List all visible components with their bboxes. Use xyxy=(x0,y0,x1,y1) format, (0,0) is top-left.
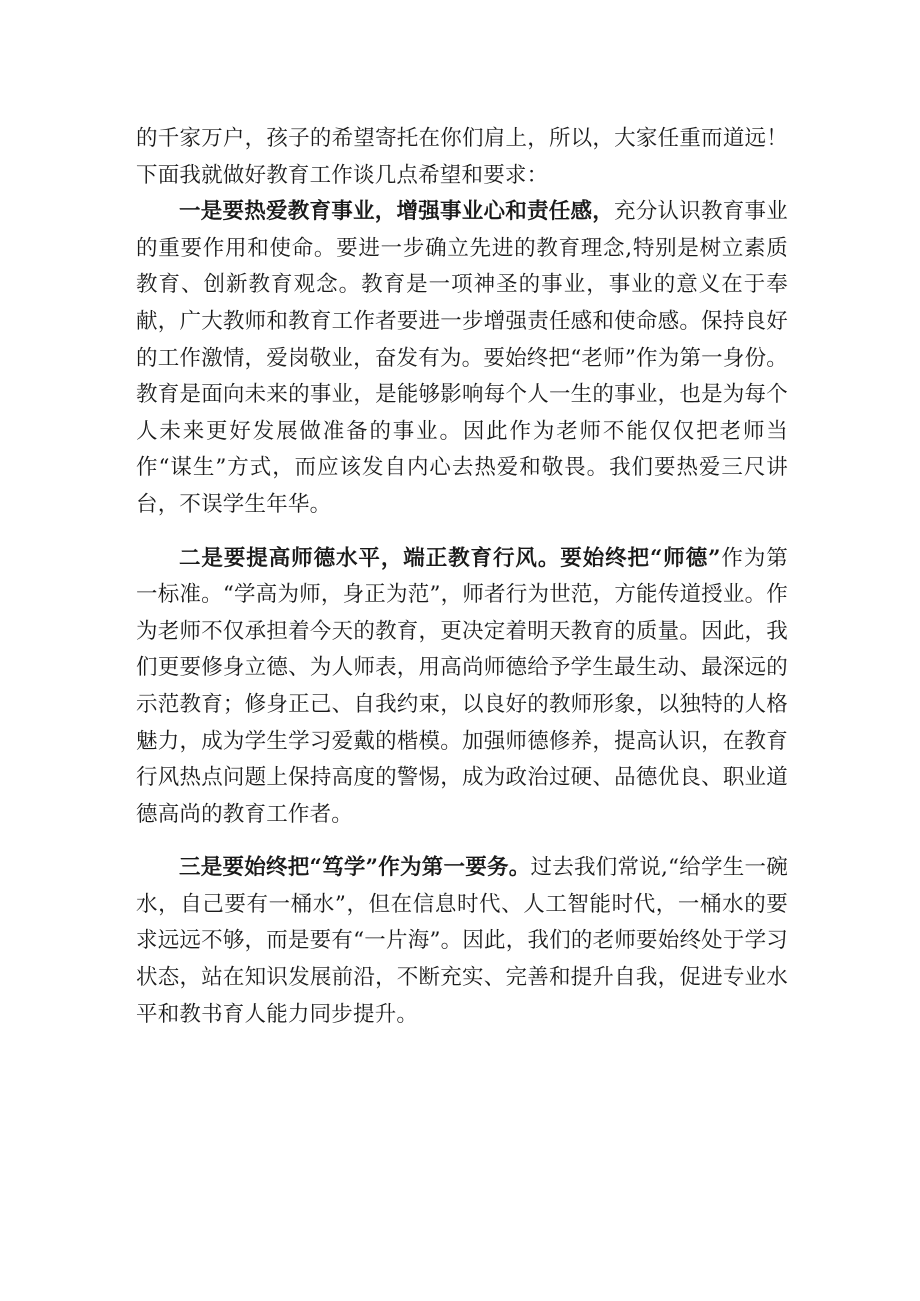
paragraph-point-one xyxy=(136,194,788,523)
paragraph-text: 的千家万户，孩子的希望寄托在你们肩上，所以，大家任重而道远！下面我就做好教育工作谈几点希望和要求： xyxy=(136,126,788,188)
paragraph-text: 充分认识教育事业的重要作用和使命。要进一步确立先进的教育理念,特别是树立素质教育、创新教育观念。教育是一项神圣的事业，事业的意义在于奉献，广大教师和教育工作者要进一步增强责任感和使命感。保持良好的工作激情，爱岗敬业，奋发有为。要始终把“老师”作为第一身份。教育是面向未来的事业，是能够影响每个人一生的事业，也是为每个人未来更好发展做准备的事业。因此作为老师不能仅仅把老师当作“谋生”方式，而应该发自内心去热爱和敬畏。我们要热爱三尺讲台，不误学生年华。 xyxy=(136,199,788,517)
paragraph-point-two xyxy=(136,541,788,834)
document-body xyxy=(136,121,788,1033)
paragraph-text: 过去我们常说,“给学生一碗水，自己要有一桶水”，但在信息时代、人工智能时代，一桶水的要求远远不够，而是要有“一片海”。因此，我们的老师要始终处于学习状态，站在知识发展前沿，不断充实、完善和提升自我，促进专业水平和教书育人能力同步提升。 xyxy=(136,855,788,1027)
paragraph-lead: 一是要热爱教育事业，增强事业心和责任感， xyxy=(179,199,615,225)
paragraph-lead: 三是要始终把“笃学”作为第一要务。 xyxy=(179,855,531,881)
paragraph-text: 作为第一标准。“学高为师，身正为范”，师者行为世范，方能传道授业。作为老师不仅承担着今天的教育，更决定着明天教育的质量。因此，我们更要修身立德、为人师表，用高尚师德给予学生最生动、最深远的示范教育；修身正己、自我约束，以良好的教师形象，以独特的人格魅力，成为学生学习爱戴的楷模。加强师德修养，提高认识，在教育行风热点问题上保持高度的警惕，成为政治过硬、品德优良、职业道德高尚的教育工作者。 xyxy=(136,545,788,827)
paragraph-lead: 二是要提高师德水平，端正教育行风。要始终把“师德” xyxy=(179,545,721,571)
paragraph-intro xyxy=(136,121,788,194)
paragraph-point-three xyxy=(136,850,788,1033)
